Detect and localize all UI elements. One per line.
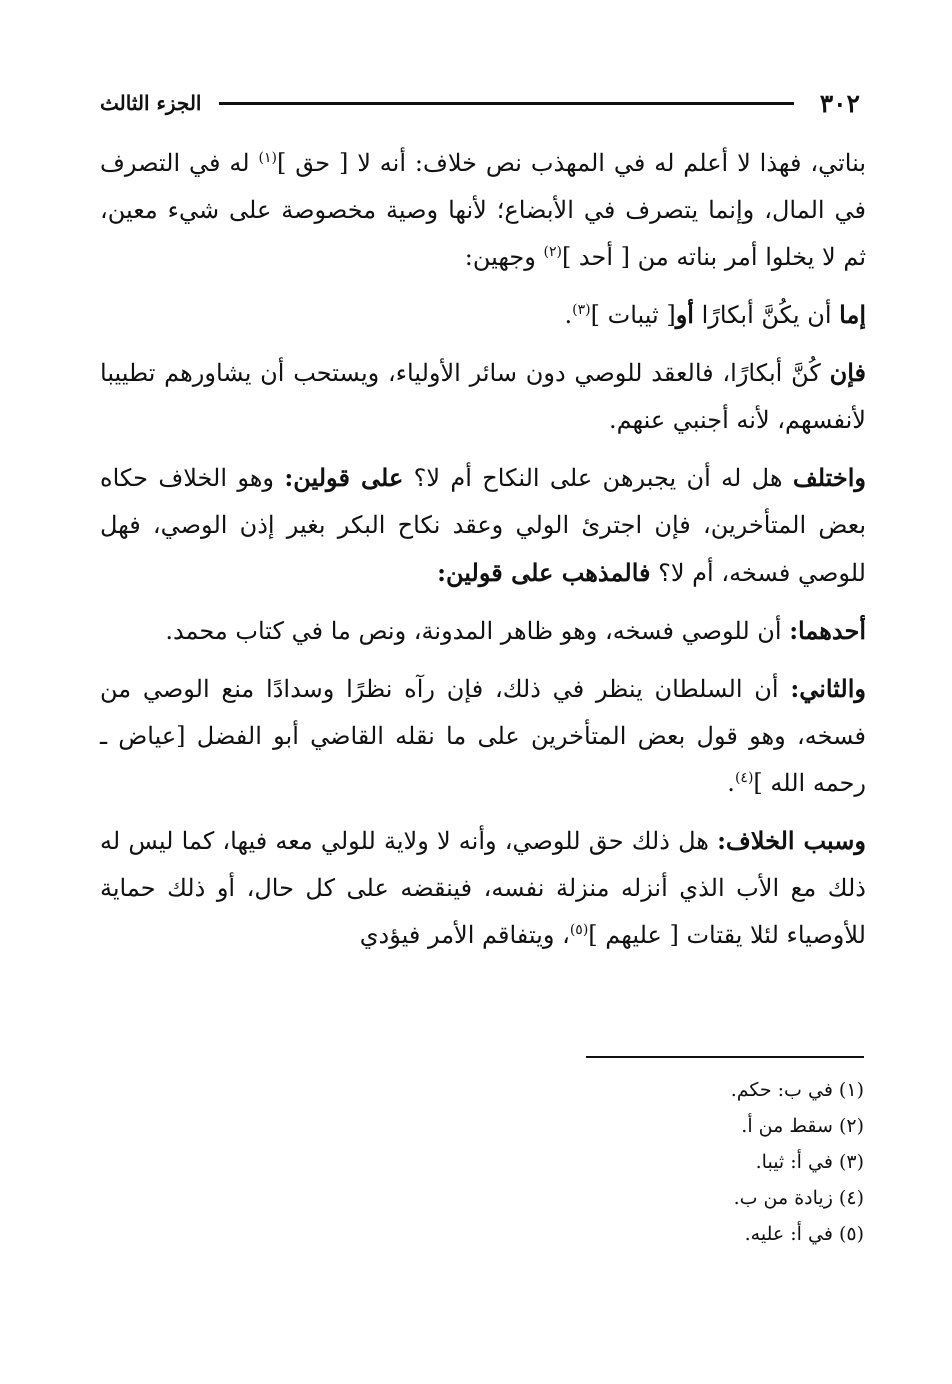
paragraph-3 <box>100 349 866 444</box>
paragraph-5 <box>100 607 866 655</box>
paragraph-text: أن للوصي فسخه، وهو ظاهر المدونة، ونص ما في كتاب محمد. <box>165 617 790 645</box>
paragraph-text: [ ثيبات ] <box>590 301 676 329</box>
paragraph-text: له في التصرف في المال، وإنما يتصرف في الأبضاع؛ لأنها وصية مخصوصة على شيء معين، ثم لا يخلوا أمر بناته من [ أحد ] <box>100 149 867 271</box>
paragraph-text: هل له أن يجبرهن على النكاح أم لا؟ <box>403 464 793 492</box>
paragraph-text: . <box>727 769 735 797</box>
lead-word: والثاني: <box>790 674 866 703</box>
footnote-4: (٤) زيادة من ب. <box>733 1187 864 1209</box>
lead-word: على قولين: <box>284 463 404 492</box>
footnote-3: (٣) في أ: ثيبا. <box>755 1151 864 1173</box>
footnote-ref: (٥) <box>569 922 589 938</box>
paragraph-4 <box>100 454 866 597</box>
footnotes <box>264 1072 864 1252</box>
footnote-1: (١) في ب: حكم. <box>730 1079 864 1101</box>
paragraph-text: ، ويتفاقم الأمر فيؤدي <box>359 921 570 949</box>
header-rule <box>219 102 793 105</box>
lead-word: واختلف <box>792 463 866 492</box>
paragraph-text: . <box>564 301 573 329</box>
main-text <box>100 140 866 969</box>
footnote-ref: (٣) <box>572 302 591 318</box>
footnote-separator <box>586 1056 864 1058</box>
running-title: الجزء الثالث <box>100 91 202 115</box>
paragraph-text: وهو الخلاف حكاه بعض المتأخرين، فإن اجترئ الولي وعقد نكاح البكر بغير إذن الوصي، فهل للوصي فسخه، أم لا؟ <box>100 464 866 587</box>
lead-word: إما <box>839 300 866 329</box>
paragraph-text: أن السلطان ينظر في ذلك، فإن رآه نظرًا وسدادًا منع الوصي من فسخه، وهو قول بعض المتأخرين على ما نقله القاضي أبو الفضل [عياض ـ رحمه الله ] <box>100 675 866 797</box>
page-header <box>100 78 860 128</box>
paragraph-text: بناتي، فهذا لا أعلم له في المهذب نص خلاف: أنه لا [ حق ] <box>276 149 867 177</box>
lead-word: أو <box>675 300 694 329</box>
paragraph-2 <box>100 291 866 339</box>
lead-word: فإن <box>829 358 866 387</box>
footnote-2: (٢) سقط من أ. <box>741 1115 864 1137</box>
paragraph-7 <box>100 817 866 959</box>
paragraph-text: وجهين: <box>464 243 544 271</box>
page-number: ٣٠٢ <box>819 88 860 118</box>
footnote-5: (٥) في أ: عليه. <box>744 1223 864 1245</box>
paragraph-1 <box>100 140 866 281</box>
paragraph-6 <box>100 665 866 807</box>
footnote-ref: (٤) <box>734 770 754 786</box>
paragraph-text: كُنَّ أبكارًا، فالعقد للوصي دون سائر الأولياء، ويستحب أن يشاورهم تطييبا لأنفسهم، لأنه أجنبي عنهم. <box>100 359 866 434</box>
lead-word: وسبب الخلاف: <box>717 826 866 855</box>
footnote-ref: (٢) <box>543 244 562 260</box>
paragraph-text: هل ذلك حق للوصي، وأنه لا ولاية للولي معه فيها، كما ليس له ذلك مع الأب الذي أنزله منزلة نفسه، فينقضه على كل حال، أو ذلك حماية للأوصياء لئلا يقتات [ عليهم ] <box>100 827 866 949</box>
paragraph-text: أن يكُنَّ أبكارًا <box>693 301 840 329</box>
footnote-ref: (١) <box>258 150 277 166</box>
lead-word: فالمذهب على قولين: <box>437 558 651 587</box>
lead-word: أحدهما: <box>789 616 866 645</box>
